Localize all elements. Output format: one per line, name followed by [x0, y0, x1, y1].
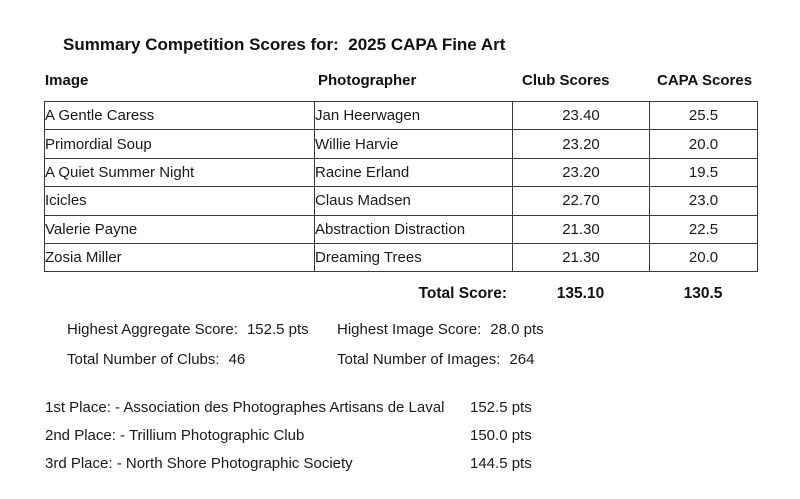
cell-club-score: 21.30: [513, 243, 650, 271]
page-title: Summary Competition Scores for: 2025 CAPA Fine Art: [63, 35, 506, 54]
stat-value: 264: [509, 351, 535, 368]
cell-image-title: Zosia Miller: [45, 243, 315, 271]
stat-highest-aggregate-score: [67, 321, 309, 338]
placement-points: 144.5 pts: [470, 455, 532, 472]
cell-club-score: 23.40: [513, 102, 650, 130]
cell-club-score: 23.20: [513, 158, 650, 186]
cell-image-title: A Gentle Caress: [45, 102, 315, 130]
column-header-club-scores: Club Scores: [522, 72, 610, 89]
stat-label: Highest Aggregate Score:: [67, 321, 238, 338]
total-club-score-value: 135.10: [556, 285, 605, 302]
cell-capa-score: 25.5: [650, 102, 758, 130]
total-capa-score-value: 130.5: [683, 285, 723, 302]
cell-club-score: 23.20: [513, 130, 650, 158]
table-row: [45, 130, 758, 158]
cell-capa-score: 19.5: [650, 158, 758, 186]
table-row: [45, 215, 758, 243]
cell-image-title: Primordial Soup: [45, 130, 315, 158]
stat-label: Total Number of Clubs:: [67, 351, 220, 368]
cell-capa-score: 23.0: [650, 187, 758, 215]
placement-label: 2nd Place: - Trillium Photographic Club: [45, 427, 305, 444]
cell-photographer: Racine Erland: [315, 158, 513, 186]
cell-club-score: 21.30: [513, 215, 650, 243]
cell-photographer: Dreaming Trees: [315, 243, 513, 271]
cell-capa-score: 20.0: [650, 130, 758, 158]
cell-capa-score: 20.0: [650, 243, 758, 271]
placement-third: [45, 455, 755, 472]
stat-label: Highest Image Score:: [337, 321, 482, 338]
cell-photographer: Willie Harvie: [315, 130, 513, 158]
stat-highest-image-score: [337, 321, 544, 338]
cell-capa-score: 22.5: [650, 215, 758, 243]
placement-second: [45, 427, 755, 444]
placement-points: 150.0 pts: [470, 427, 532, 444]
stat-value: 46: [228, 351, 246, 368]
placement-points: 152.5 pts: [470, 399, 532, 416]
stat-value: 28.0 pts: [490, 321, 544, 338]
table-row: [45, 102, 758, 130]
cell-image-title: Valerie Payne: [45, 215, 315, 243]
column-header-photographer: Photographer: [318, 72, 417, 89]
table-row: [45, 158, 758, 186]
cell-photographer: Claus Madsen: [315, 187, 513, 215]
table-row: [45, 187, 758, 215]
total-score-row: [44, 285, 757, 303]
column-header-capa-scores: CAPA Scores: [657, 72, 753, 89]
placement-label: 1st Place: - Association des Photographes Artisans de Laval: [45, 399, 445, 416]
scores-table: [44, 101, 758, 272]
total-score-label: Total Score:: [418, 285, 507, 302]
stat-value: 152.5 pts: [246, 321, 309, 338]
stat-total-images: [337, 351, 534, 368]
cell-photographer: Abstraction Distraction: [315, 215, 513, 243]
placement-first: [45, 399, 755, 416]
cell-image-title: Icicles: [45, 187, 315, 215]
cell-photographer: Jan Heerwagen: [315, 102, 513, 130]
table-row: [45, 243, 758, 271]
placement-label: 3rd Place: - North Shore Photographic Society: [45, 455, 353, 472]
stat-total-clubs: [67, 351, 245, 368]
cell-club-score: 22.70: [513, 187, 650, 215]
cell-image-title: A Quiet Summer Night: [45, 158, 315, 186]
stat-label: Total Number of Images:: [337, 351, 501, 368]
column-header-image: Image: [45, 72, 89, 89]
